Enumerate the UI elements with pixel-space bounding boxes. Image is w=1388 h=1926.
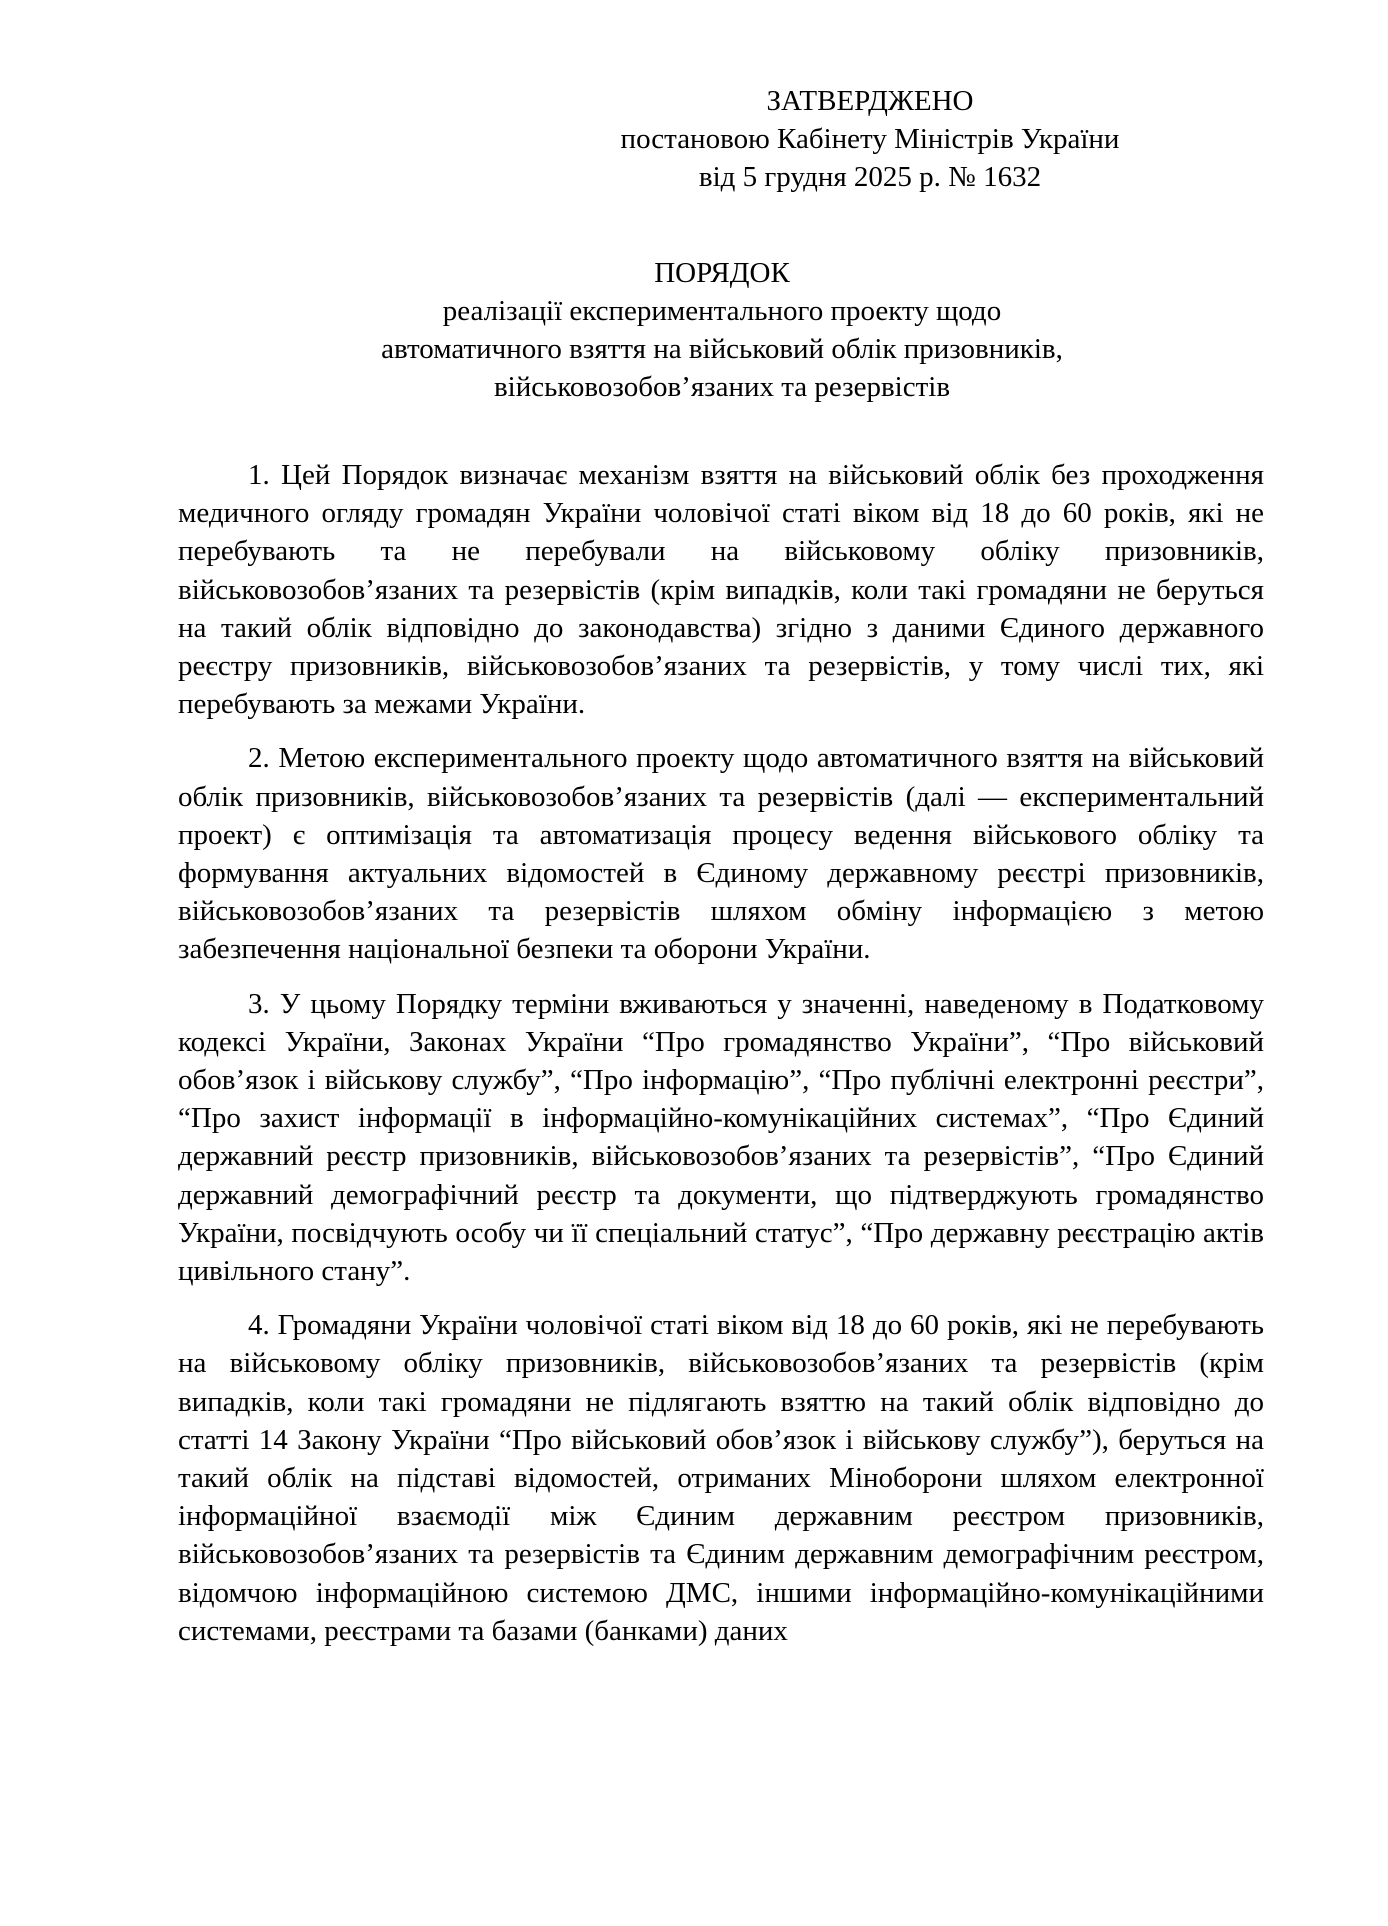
paragraph-1: 1. Цей Порядок визначає механізм взяття на військовий облік без проходження медичного огляду громадян України чоловічої статі віком від 18 до 60 років, які не перебувають та не перебували на військовому обліку призовників, військовозобов’язаних та резервістів (крім випадків, коли такі громадяни не беруться на такий облік відповідно до законодавства) згідно з даними Єдиного державного реєстру призовників, військовозобов’язаних та резервістів, у тому числі тих, які перебувають за межами України.: [178, 459, 1264, 721]
paragraph-4: 4. Громадяни України чоловічої статі віком від 18 до 60 років, які не перебувають на військовому обліку призовників, військовозобов’язаних та резервістів (крім випадків, коли такі громадяни не підлягають взяттю на такий облік відповідно до статті 14 Закону України “Про військовий обов’язок і військову службу”), беруться на такий облік на підставі відомостей, отриманих Міноборони шляхом електронної інформаційної взаємодії між Єдиним державним реєстром призовників, військовозобов’язаних та резервістів та Єдиним державним демографічним реєстром, відомчою інформаційною системою ДМС, іншими інформаційно-комунікаційними системами, реєстрами та базами (банками) даних: [178, 1309, 1264, 1647]
document-body: [178, 456, 1264, 1666]
approval-stamp: [540, 82, 1200, 196]
document-title-block: [178, 254, 1266, 406]
approval-line-approved: ЗАТВЕРДЖЕНО: [766, 85, 974, 117]
document-heading: ПОРЯДОК: [654, 257, 790, 289]
paragraph-2: 2. Метою експериментального проекту щодо автоматичного взяття на військовий облік призовників, військовозобов’язаних та резервістів (далі — експериментальний проект) є оптимізація та автоматизація процесу ведення військового обліку та формування актуальних відомостей в Єдиному державному реєстрі призовників, військовозобов’язаних та резервістів шляхом обміну інформацією з метою забезпечення національної безпеки та оборони України.: [178, 742, 1264, 966]
document-subtitle-line-1: реалізації експериментального проекту щодо: [442, 295, 1002, 327]
paragraph-3: 3. У цьому Порядку терміни вживаються у значенні, наведеному в Податковому кодексі України, Законах України “Про громадянство України”, “Про військовий обов’язок і військову службу”, “Про інформацію”, “Про публічні електронні реєстри”, “Про захист інформації в інформаційно-комунікаційних системах”, “Про Єдиний державний реєстр призовників, військовозобов’язаних та резервістів”, “Про Єдиний державний демографічний реєстр та документи, що підтверджують громадянство України, посвідчують особу чи її спеціальний статус”, “Про державну реєстрацію актів цивільного стану”.: [178, 987, 1264, 1288]
document-subtitle-line-3: військовозобов’язаних та резервістів: [493, 371, 951, 403]
approval-line-date-number: від 5 грудня 2025 р. № 1632: [698, 161, 1042, 193]
document-subtitle-line-2: автоматичного взяття на військовий облік призовників,: [381, 333, 1063, 365]
approval-line-resolution: постановою Кабінету Міністрів України: [620, 123, 1120, 155]
